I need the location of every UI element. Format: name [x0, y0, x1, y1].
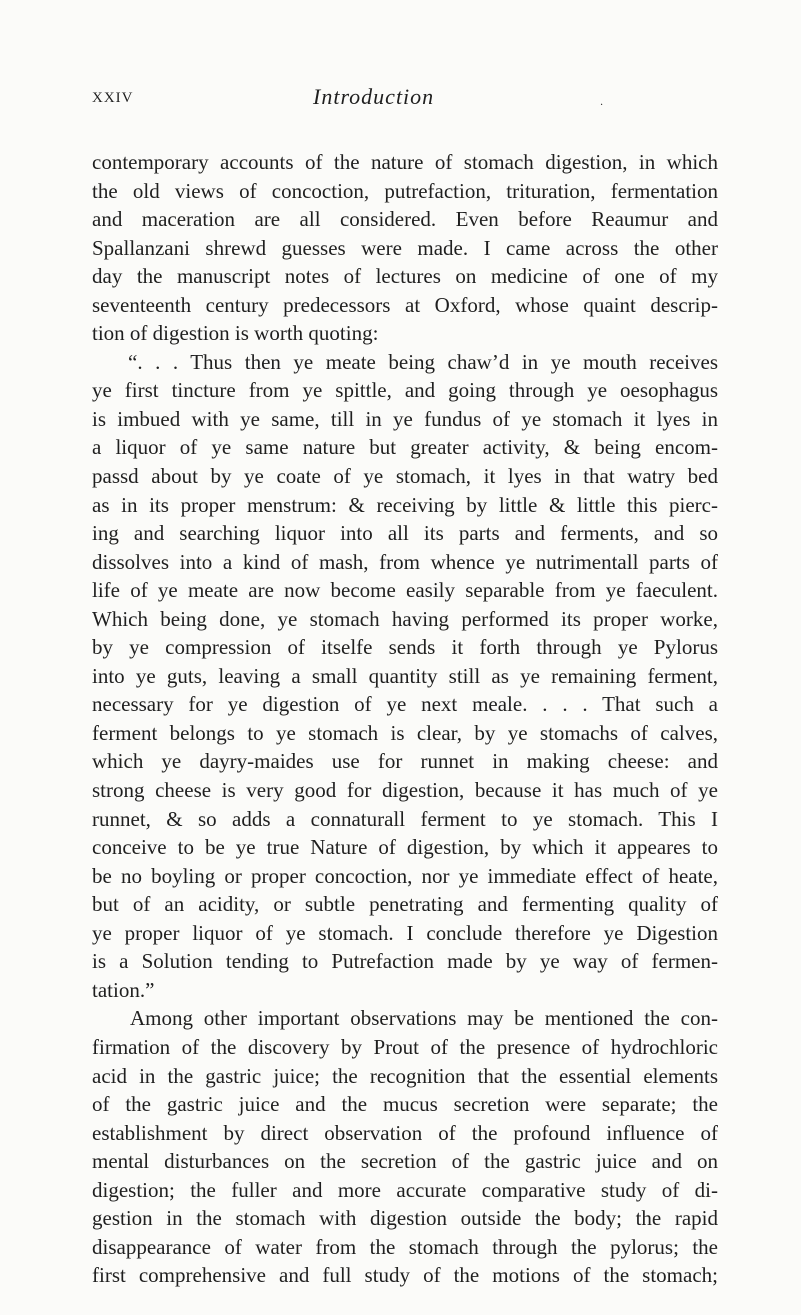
- text-line: is a Solution tending to Putrefaction made by ye way of fermen-: [92, 949, 718, 974]
- text-line: Spallanzani shrewd guesses were made. I came across the other: [92, 235, 718, 260]
- text-line: the old views of concoction, putrefaction, trituration, fermentation: [92, 178, 718, 203]
- text-line: is imbued with ye same, till in ye fundus of ye stomach it lyes in: [92, 406, 718, 431]
- page-number: XXIV: [92, 90, 134, 106]
- text-line: firmation of the discovery by Prout of the presence of hydrochloric: [92, 1034, 718, 1059]
- text-line: ferment belongs to ye stomach is clear, by ye stomachs of calves,: [92, 720, 718, 745]
- header-mark: .: [600, 97, 604, 108]
- text-line: ing and searching liquor into all its parts and ferments, and so: [92, 521, 718, 546]
- text-line: contemporary accounts of the nature of stomach digestion, in which: [92, 150, 718, 174]
- text-line: which ye dayry-maides use for runnet in making cheese: and: [92, 749, 718, 774]
- text-line: necessary for ye digestion of ye next meale. . . . That such a: [92, 692, 718, 717]
- text-line: dissolves into a kind of mash, from whence ye nutrimentall parts of: [92, 549, 718, 574]
- text-line: as in its proper menstrum: & receiving by little & little this pierc-: [92, 492, 718, 517]
- text-line: of the gastric juice and the mucus secretion were separate; the: [92, 1092, 718, 1117]
- text-line: mental disturbances on the secretion of the gastric juice and on: [92, 1149, 718, 1174]
- text-line: ye proper liquor of ye stomach. I conclude therefore ye Digestion: [92, 920, 718, 945]
- running-head: Introduction: [313, 84, 435, 109]
- text-line: passd about by ye coate of ye stomach, it lyes in that watry bed: [92, 464, 718, 489]
- page-header: [92, 84, 712, 118]
- text-line: by ye compression of itselfe sends it forth through ye Pylorus: [92, 635, 718, 660]
- text-line: life of ye meate are now become easily separable from ye faeculent.: [92, 578, 718, 603]
- text-line: digestion; the fuller and more accurate comparative study of di-: [92, 1177, 718, 1202]
- text-line: acid in the gastric juice; the recognition that the essential elements: [92, 1063, 718, 1088]
- text-line: first comprehensive and full study of the motions of the stomach;: [92, 1263, 718, 1288]
- text-line: a liquor of ye same nature but greater activity, & being encom-: [92, 435, 718, 460]
- text-line: “. . . Thus then ye meate being chaw’d in ye mouth receives: [128, 349, 718, 374]
- text-line: runnet, & so adds a connaturall ferment to ye stomach. This I: [92, 806, 718, 831]
- text-line: Among other important observations may be mentioned the con-: [130, 1006, 718, 1031]
- text-line: seventeenth century predecessors at Oxford, whose quaint descrip-: [92, 292, 718, 317]
- text-line: disappearance of water from the stomach through the pylorus; the: [92, 1234, 718, 1259]
- text-line: strong cheese is very good for digestion, because it has much of ye: [92, 778, 718, 803]
- text-line: gestion in the stomach with digestion outside the body; the rapid: [92, 1206, 718, 1231]
- text-line: ye first tincture from ye spittle, and going through ye oesophagus: [92, 378, 718, 403]
- body-text: [92, 148, 718, 1290]
- text-line: conceive to be ye true Nature of digestion, by which it appeares to: [92, 835, 718, 860]
- text-line: Which being done, ye stomach having performed its proper worke,: [92, 606, 718, 631]
- text-line: into ye guts, leaving a small quantity still as ye remaining ferment,: [92, 663, 718, 688]
- text-line: tion of digestion is worth quoting:: [92, 321, 379, 346]
- text-line: tation.”: [92, 977, 155, 1002]
- text-line: be no boyling or proper concoction, nor ye immediate effect of heate,: [92, 863, 718, 888]
- text-line: establishment by direct observation of the profound influence of: [92, 1120, 718, 1145]
- text-line: and maceration are all considered. Even before Reaumur and: [92, 207, 718, 232]
- text-line: but of an acidity, or subtle penetrating and fermenting quality of: [92, 892, 718, 917]
- text-line: day the manuscript notes of lectures on medicine of one of my: [92, 264, 718, 289]
